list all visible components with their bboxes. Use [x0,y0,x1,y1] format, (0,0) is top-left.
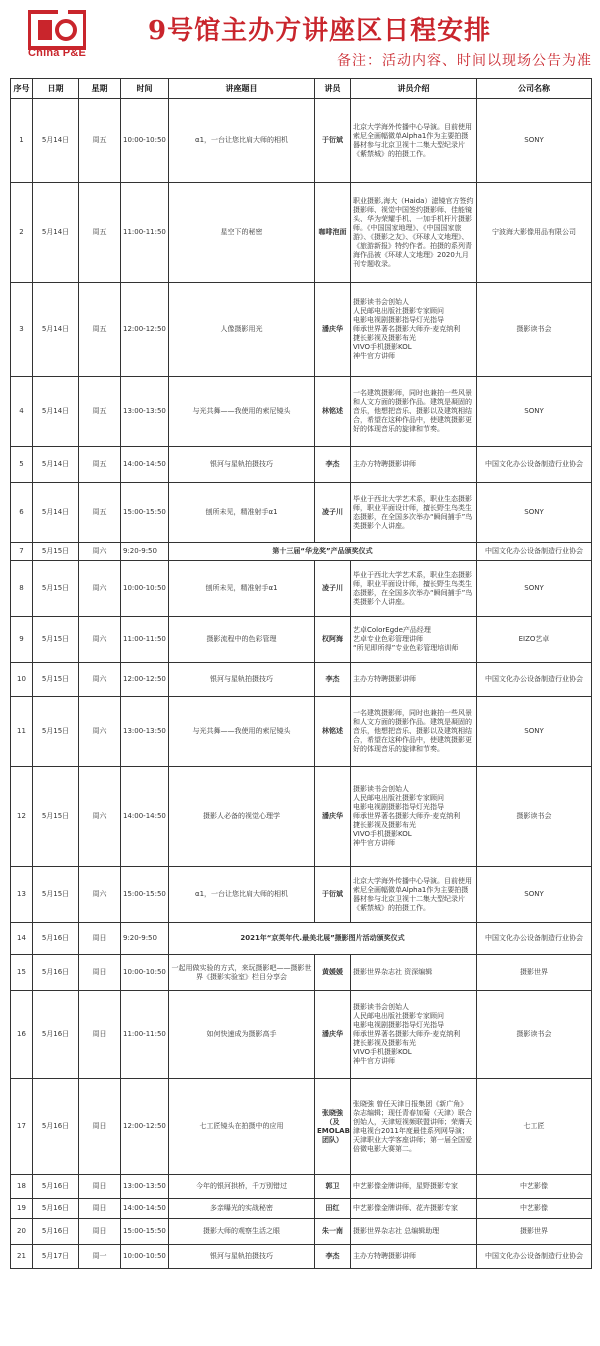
date-cell: 5月16日 [33,923,79,955]
row-number-cell: 12 [11,767,33,867]
weekday-cell: 周五 [79,183,121,283]
weekday-cell: 周日 [79,1219,121,1245]
company-cell: SONY [477,377,592,447]
topic-cell: 星空下的秘密 [169,183,315,283]
date-cell: 5月14日 [33,99,79,183]
topic-cell: 银河与星轨拍摄技巧 [169,663,315,697]
speaker-intro-cell: 主办方特聘摄影讲师 [351,663,477,697]
schedule-table [10,78,592,1269]
speaker-cell: 田红 [315,1199,351,1219]
table-row [11,1199,592,1219]
row-number-cell: 2 [11,183,33,283]
table-row [11,617,592,663]
weekday-cell: 周日 [79,1175,121,1199]
time-cell: 10:00-10:50 [121,561,169,617]
table-row [11,1079,592,1175]
time-cell: 13:00-13:50 [121,697,169,767]
date-cell: 5月15日 [33,767,79,867]
row-number-cell: 13 [11,867,33,923]
speaker-intro-cell: 主办方特聘摄影讲师 [351,1245,477,1269]
speaker-cell: 凌子川 [315,483,351,543]
time-cell: 15:00-15:50 [121,483,169,543]
weekday-cell: 周五 [79,283,121,377]
page-title: 9号馆主办方讲座区日程安排 [148,16,492,46]
date-cell: 5月15日 [33,663,79,697]
logo-text: China P&E [28,47,87,59]
table-row [11,283,592,377]
speaker-cell: 张晓強（及EMOLAB团队） [315,1079,351,1175]
topic-cell: 刨所未见，精准射手α1 [169,483,315,543]
topic-cell: 摄影流程中的色彩管理 [169,617,315,663]
topic-cell: 多亲曝光的实战秘密 [169,1199,315,1219]
topic-cell: 与光共舞——我使用的索尼镜头 [169,377,315,447]
topic-cell: 摄影大师的观察生活之眼 [169,1219,315,1245]
row-number-cell: 7 [11,543,33,561]
row-number-cell: 8 [11,561,33,617]
speaker-intro-cell: 摄影读书会创始人 人民邮电出版社摄影专家顾问 电影电视剧摄影指导灯光指导 师承世界著名摄影大师乔·麦克纳利 捷长影视及摄影布光 VIVO手机摄影KOL 神牛官方讲师 [351,283,477,377]
column-header: 星期 [79,79,121,99]
speaker-intro-cell: 主办方特聘摄影讲师 [351,447,477,483]
weekday-cell: 周五 [79,447,121,483]
time-cell: 13:00-13:50 [121,377,169,447]
weekday-cell: 周日 [79,1079,121,1175]
time-cell: 11:00-11:50 [121,183,169,283]
date-cell: 5月14日 [33,483,79,543]
date-cell: 5月16日 [33,1079,79,1175]
weekday-cell: 周日 [79,955,121,991]
column-header: 日期 [33,79,79,99]
table-row [11,377,592,447]
column-header: 时间 [121,79,169,99]
column-header: 公司名称 [477,79,592,99]
speaker-cell: 于衍斌 [315,99,351,183]
speaker-intro-cell: 毕业于西北大学艺术系，职业生态摄影师，职业平面设计师，擅长野生鸟类生态摄影，在全国多次举办“瞬间捕手”鸟类摄影个人讲座。 [351,483,477,543]
speaker-intro-cell: 毕业于西北大学艺术系，职业生态摄影师，职业平面设计师，擅长野生鸟类生态摄影，在全国多次举办“瞬间捕手”鸟类摄影个人讲座。 [351,561,477,617]
speaker-cell: 郭卫 [315,1175,351,1199]
topic-cell: 如何快速成为摄影高手 [169,991,315,1079]
weekday-cell: 周五 [79,377,121,447]
page-header [0,0,600,74]
time-cell: 15:00-15:50 [121,867,169,923]
row-number-cell: 17 [11,1079,33,1175]
company-cell: 摄影读书会 [477,283,592,377]
company-cell: 中国文化办公设备制造行业协会 [477,447,592,483]
time-cell: 13:00-13:50 [121,1175,169,1199]
speaker-intro-cell: 北京大学海外传播中心导演。目前使用索尼全画幅微单Alpha1作为主要拍摄器材参与北京卫视十二集大型纪录片《紫禁城》的拍摄工作。 [351,867,477,923]
column-header: 讲员介绍 [351,79,477,99]
company-cell: 中国文化办公设备制造行业协会 [477,663,592,697]
company-cell: 七工匠 [477,1079,592,1175]
date-cell: 5月14日 [33,283,79,377]
table-row [11,183,592,283]
row-number-cell: 4 [11,377,33,447]
weekday-cell: 周六 [79,663,121,697]
date-cell: 5月14日 [33,447,79,483]
table-row [11,447,592,483]
time-cell: 11:00-11:50 [121,991,169,1079]
topic-cell: 人像摄影用光 [169,283,315,377]
row-number-cell: 21 [11,1245,33,1269]
row-number-cell: 1 [11,99,33,183]
row-number-cell: 14 [11,923,33,955]
ceremony-title-cell: 2021年“京英年代.最美北展”摄影图片活动颁奖仪式 [169,923,477,955]
date-cell: 5月16日 [33,955,79,991]
date-cell: 5月16日 [33,1199,79,1219]
company-cell: SONY [477,99,592,183]
time-cell: 10:00-10:50 [121,955,169,991]
speaker-intro-cell: 中艺影像金牌讲师、花卉摄影专家 [351,1199,477,1219]
speaker-cell: 李杰 [315,447,351,483]
speaker-cell: 林铭述 [315,697,351,767]
date-cell: 5月14日 [33,377,79,447]
weekday-cell: 周六 [79,767,121,867]
company-cell: SONY [477,867,592,923]
time-cell: 12:00-12:50 [121,663,169,697]
table-row [11,955,592,991]
weekday-cell: 周五 [79,99,121,183]
speaker-intro-cell: 张晓強 曾任天津日报集团《新广角》杂志编辑；现任青春加菊（天津）联合创始人，天津短视频联盟讲师；荣膺天津电视台2011年度最佳系列网导演；天津职业大学客座讲师；第一届全国爱倍微电影大赛第二。 [351,1079,477,1175]
topic-cell: 七工匠镜头在拍摄中的应用 [169,1079,315,1175]
speaker-cell: 林铭述 [315,377,351,447]
ceremony-title-cell: 第十三届“华龙奖”产品颁奖仪式 [169,543,477,561]
topic-cell: 银河与星轨拍摄技巧 [169,447,315,483]
speaker-intro-cell: 摄影世界杂志社 资深编辑 [351,955,477,991]
company-cell: 中艺影像 [477,1199,592,1219]
weekday-cell: 周一 [79,1245,121,1269]
date-cell: 5月15日 [33,697,79,767]
topic-cell: 摄影人必备的视觉心理学 [169,767,315,867]
row-number-cell: 9 [11,617,33,663]
weekday-cell: 周六 [79,617,121,663]
table-row [11,1175,592,1199]
topic-cell: 银河与星轨拍摄技巧 [169,1245,315,1269]
time-cell: 12:00-12:50 [121,283,169,377]
speaker-intro-cell: 一名建筑摄影师，同时也兼拍一些风景和人文方面的摄影作品。建筑是凝固的音乐，他想把音乐、摄影以及建筑相结合，希望在这种作品中，使建筑摄影更好的体现音乐的旋律和节奏。 [351,697,477,767]
table-row [11,1245,592,1269]
topic-cell: 一起用做实验的方式，来玩摄影吧——摄影世界《摄影实验室》栏目分享会 [169,955,315,991]
weekday-cell: 周六 [79,867,121,923]
date-cell: 5月17日 [33,1245,79,1269]
time-cell: 14:00-14:50 [121,1199,169,1219]
table-row [11,1219,592,1245]
company-cell: 中艺影像 [477,1175,592,1199]
speaker-cell: 李杰 [315,1245,351,1269]
topic-cell: α1，一台让您比肩大师的相机 [169,867,315,923]
column-header: 序号 [11,79,33,99]
topic-cell: 刨所未见，精准射手α1 [169,561,315,617]
row-number-cell: 11 [11,697,33,767]
speaker-intro-cell: 摄影世界杂志社 总编辑助理 [351,1219,477,1245]
page-note: 备注：活动内容、时间以现场公告为准 [337,53,592,69]
row-number-cell: 19 [11,1199,33,1219]
time-cell: 10:00-10:50 [121,1245,169,1269]
table-row [11,867,592,923]
table-row [11,483,592,543]
speaker-intro-cell: 北京大学海外传播中心导演。目前使用索尼全画幅微单Alpha1作为主要拍摄器材参与北京卫视十二集大型纪录片《紫禁城》的拍摄工作。 [351,99,477,183]
speaker-cell: 权阿海 [315,617,351,663]
company-cell: EIZO艺卓 [477,617,592,663]
column-header: 讲座题目 [169,79,315,99]
row-number-cell: 6 [11,483,33,543]
speaker-cell: 朱一南 [315,1219,351,1245]
company-cell: SONY [477,697,592,767]
time-cell: 11:00-11:50 [121,617,169,663]
weekday-cell: 周六 [79,697,121,767]
table-row [11,697,592,767]
speaker-cell: 黄媛媛 [315,955,351,991]
date-cell: 5月15日 [33,543,79,561]
weekday-cell: 周五 [79,483,121,543]
company-cell: 摄影读书会 [477,991,592,1079]
table-row [11,767,592,867]
date-cell: 5月15日 [33,561,79,617]
row-number-cell: 5 [11,447,33,483]
date-cell: 5月16日 [33,1219,79,1245]
speaker-intro-cell: 职业摄影,海大（Haida）滤镜官方签约摄影师、视觉中国签约摄影师、佳能镜头、华为荣耀手机、一加手机杆片摄影师。《中国国家地理》、《中国国家旅游》、《摄影之友》、《环球人文地理》、《旅游新报》特约作者。拍摄的系列青海作品被《环球人文地理》2020九月刊专题收录。 [351,183,477,283]
company-cell: 摄影世界 [477,955,592,991]
table-row [11,543,592,561]
speaker-cell: 潘庆华 [315,283,351,377]
company-cell: 中国文化办公设备制造行业协会 [477,1245,592,1269]
speaker-cell: 于衍斌 [315,867,351,923]
time-cell: 9:20-9:50 [121,923,169,955]
row-number-cell: 10 [11,663,33,697]
date-cell: 5月15日 [33,867,79,923]
row-number-cell: 16 [11,991,33,1079]
company-cell: SONY [477,483,592,543]
table-row [11,99,592,183]
table-header-row [11,79,592,99]
topic-cell: α1，一台让您比肩大师的相机 [169,99,315,183]
speaker-intro-cell: 摄影读书会创始人 人民邮电出版社摄影专家顾问 电影电视剧摄影指导灯光指导 师承世界著名摄影大师乔·麦克纳利 捷长影视及摄影布光 VIVO手机摄影KOL 神牛官方讲师 [351,991,477,1079]
date-cell: 5月14日 [33,183,79,283]
speaker-cell: 凌子川 [315,561,351,617]
speaker-intro-cell: 摄影读书会创始人 人民邮电出版社摄影专家顾问 电影电视剧摄影指导灯光指导 师承世界著名摄影大师乔·麦克纳利 捷长影视及摄影布光 VIVO手机摄影KOL 神牛官方讲师 [351,767,477,867]
speaker-intro-cell: 中艺影像金牌讲师，星野摄影专家 [351,1175,477,1199]
weekday-cell: 周六 [79,561,121,617]
company-cell: 宁波海大影像用品有限公司 [477,183,592,283]
company-cell: 中国文化办公设备制造行业协会 [477,923,592,955]
date-cell: 5月16日 [33,991,79,1079]
table-row [11,663,592,697]
topic-cell: 与光共舞——我使用的索尼镜头 [169,697,315,767]
speaker-cell: 李杰 [315,663,351,697]
time-cell: 14:00-14:50 [121,767,169,867]
company-cell: SONY [477,561,592,617]
row-number-cell: 15 [11,955,33,991]
company-cell: 摄影读书会 [477,767,592,867]
weekday-cell: 周六 [79,543,121,561]
weekday-cell: 周日 [79,1199,121,1219]
speaker-cell: 咖啡泡面 [315,183,351,283]
table-row [11,991,592,1079]
time-cell: 10:00-10:50 [121,99,169,183]
column-header: 讲员 [315,79,351,99]
time-cell: 9:20-9:50 [121,543,169,561]
china-pe-logo-icon [28,10,86,52]
topic-cell: 今年的银河拱桥，千万别错过 [169,1175,315,1199]
row-number-cell: 20 [11,1219,33,1245]
row-number-cell: 18 [11,1175,33,1199]
weekday-cell: 周日 [79,991,121,1079]
speaker-intro-cell: 一名建筑摄影师，同时也兼拍一些风景和人文方面的摄影作品。建筑是凝固的音乐，他想把音乐、摄影以及建筑相结合，希望在这种作品中，使建筑摄影更好的体现音乐的旋律和节奏。 [351,377,477,447]
speaker-intro-cell: 艺卓ColorEgde产品经理 艺卓专业色彩管理讲师 “所见即所得”专业色彩管理培训师 [351,617,477,663]
speaker-cell: 潘庆华 [315,767,351,867]
weekday-cell: 周日 [79,923,121,955]
company-cell: 中国文化办公设备制造行业协会 [477,543,592,561]
company-cell: 摄影世界 [477,1219,592,1245]
date-cell: 5月16日 [33,1175,79,1199]
table-row [11,561,592,617]
speaker-cell: 潘庆华 [315,991,351,1079]
row-number-cell: 3 [11,283,33,377]
table-row [11,923,592,955]
time-cell: 12:00-12:50 [121,1079,169,1175]
time-cell: 14:00-14:50 [121,447,169,483]
date-cell: 5月15日 [33,617,79,663]
time-cell: 15:00-15:50 [121,1219,169,1245]
